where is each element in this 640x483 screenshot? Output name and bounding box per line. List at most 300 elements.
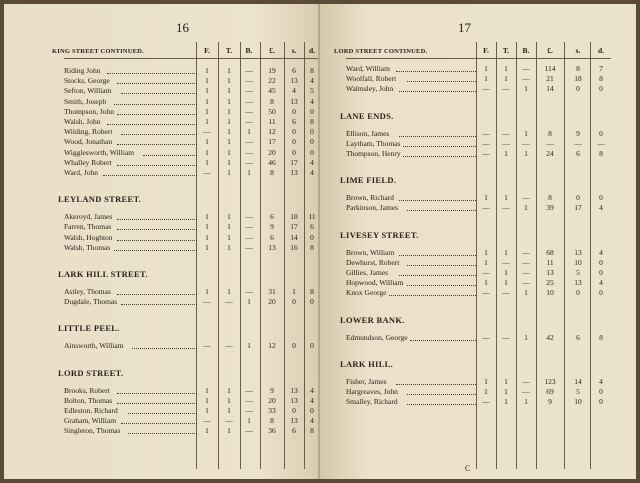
householder-name: Hargreaves, John <box>346 387 398 396</box>
cell-d: 0 <box>310 106 314 116</box>
householder-name: Ward, John <box>64 168 98 177</box>
cell-l: 24 <box>546 149 554 158</box>
householder-name: Akeroyd, James <box>64 212 113 222</box>
cell-l: 13 <box>546 268 554 277</box>
cell-f: 1 <box>205 385 209 395</box>
cell-d: 0 <box>599 268 603 277</box>
cell-f: 1 <box>205 66 209 75</box>
ledger-row <box>4 148 320 158</box>
cell-d: 4 <box>599 247 603 257</box>
ledger-row <box>4 426 320 436</box>
householder-name: Brooks, Robert <box>64 385 110 395</box>
leader-dots <box>403 149 476 157</box>
householder-name: Hopwood, William <box>346 278 404 288</box>
cell-f: 1 <box>205 106 209 116</box>
cell-l: 14 <box>546 84 554 94</box>
cell-b: 1 <box>247 416 251 426</box>
cell-f: — <box>482 268 490 277</box>
ledger-row <box>4 97 320 107</box>
cell-l: 42 <box>546 332 554 342</box>
ledger-row <box>320 193 636 203</box>
cell-d: 0 <box>599 193 603 203</box>
cell-f: — <box>203 168 211 177</box>
section-heading: LIME FIELD. <box>340 175 397 186</box>
householder-name: Knox George <box>346 288 387 298</box>
householder-name: Ellison, James <box>346 128 390 138</box>
column-header-s: s. <box>291 46 297 55</box>
cell-l: 12 <box>268 127 276 137</box>
cell-b: — <box>522 138 530 148</box>
leader-dots <box>117 107 197 115</box>
cell-s: 0 <box>292 147 296 157</box>
cell-d: 8 <box>599 332 603 342</box>
cell-l: 8 <box>270 96 274 106</box>
cell-s: 6 <box>576 149 580 158</box>
cell-l: 8 <box>270 168 274 177</box>
cell-l: 123 <box>544 376 556 386</box>
cell-s: 13 <box>290 96 298 106</box>
ledger-row <box>320 149 636 159</box>
cell-s: 18 <box>574 74 582 84</box>
cell-t: 1 <box>504 193 508 203</box>
cell-l: — <box>546 138 554 148</box>
cell-b: 1 <box>524 84 528 94</box>
cell-d: 0 <box>599 387 603 396</box>
householder-name: Smith, Joseph <box>64 96 107 106</box>
cell-l: 36 <box>268 426 276 436</box>
householder-name: Fisher, James <box>346 376 387 386</box>
cell-s: 0 <box>292 137 296 147</box>
leader-dots <box>407 387 476 395</box>
ledger-row <box>4 158 320 168</box>
cell-s: 0 <box>576 193 580 203</box>
householder-name: Wood, Jonathan <box>64 137 113 147</box>
cell-t: 1 <box>227 66 231 75</box>
householder-name: Laytham, Thomas <box>346 138 401 148</box>
leader-dots <box>107 117 197 125</box>
cell-b: — <box>522 268 530 277</box>
cell-f: 1 <box>205 232 209 242</box>
cell-b: 1 <box>247 127 251 137</box>
cell-t: 1 <box>227 222 231 232</box>
signature-mark: C <box>465 464 471 473</box>
cell-b: — <box>245 426 253 436</box>
ledger-row <box>4 212 320 222</box>
ledger-row <box>4 76 320 86</box>
cell-b: — <box>245 242 253 252</box>
cell-d: 4 <box>310 96 314 106</box>
cell-l: 11 <box>268 117 276 126</box>
cell-d: 4 <box>599 376 603 386</box>
cell-t: — <box>225 297 233 307</box>
cell-s: 17 <box>290 222 298 232</box>
leader-dots <box>117 233 197 241</box>
cell-b: 1 <box>247 168 251 177</box>
cell-d: 0 <box>310 406 314 415</box>
cell-b: — <box>245 222 253 232</box>
cell-b: — <box>245 66 253 75</box>
leader-dots <box>107 66 197 74</box>
cell-s: 0 <box>576 84 580 94</box>
cell-t: 1 <box>227 242 231 252</box>
cell-t: 1 <box>504 149 508 158</box>
leader-dots <box>114 243 197 251</box>
cell-b: — <box>245 96 253 106</box>
cell-l: 39 <box>546 203 554 213</box>
cell-s: 17 <box>574 203 582 213</box>
column-header-b: B. <box>245 46 253 55</box>
leader-dots <box>114 97 197 105</box>
cell-b: — <box>245 212 253 222</box>
ledger-row <box>4 341 320 351</box>
householder-name: Graham, William <box>64 416 117 426</box>
column-header-f: F. <box>204 46 210 55</box>
cell-t: 1 <box>227 395 231 405</box>
cell-d: 0 <box>599 84 603 94</box>
leader-dots <box>121 86 197 94</box>
cell-d: 8 <box>310 426 314 436</box>
cell-s: 14 <box>290 232 298 242</box>
cell-l: 69 <box>546 387 554 396</box>
cell-f: 1 <box>205 157 209 167</box>
ledger-row <box>320 387 636 397</box>
cell-f: 1 <box>205 117 209 126</box>
leader-dots <box>143 148 197 156</box>
cell-d: 0 <box>310 232 314 242</box>
ledger-row <box>4 396 320 406</box>
cell-d: 0 <box>599 257 603 267</box>
leader-dots <box>128 406 197 414</box>
cell-f: 1 <box>205 76 209 86</box>
column-header-t: T. <box>225 46 233 55</box>
cell-b: — <box>522 64 530 73</box>
leader-dots <box>117 76 197 84</box>
column-header-l: £. <box>547 46 553 55</box>
cell-t: — <box>502 203 510 213</box>
leader-dots <box>407 278 476 286</box>
cell-s: 6 <box>292 426 296 436</box>
householder-name: Riding John <box>64 66 101 75</box>
leader-dots <box>117 386 197 394</box>
cell-f: 1 <box>205 137 209 147</box>
ledger-row <box>4 127 320 137</box>
cell-f: — <box>482 128 490 138</box>
cell-l: 8 <box>548 193 552 203</box>
cell-s: 1 <box>292 287 296 296</box>
section-heading: LARK HILL. <box>340 358 394 369</box>
cell-s: 10 <box>574 257 582 267</box>
cell-l: 33 <box>268 406 276 415</box>
householder-name: Edleston, Richard <box>64 406 118 415</box>
cell-b: — <box>245 147 253 157</box>
cell-f: — <box>482 332 490 342</box>
cell-f: 1 <box>205 96 209 106</box>
column-header-f: F. <box>483 46 489 55</box>
cell-b: — <box>522 376 530 386</box>
cell-d: 8 <box>599 149 603 158</box>
cell-t: 1 <box>504 64 508 73</box>
cell-f: 1 <box>484 74 488 84</box>
householder-name: Brown, William <box>346 247 395 257</box>
cell-l: 10 <box>546 288 554 298</box>
leader-dots <box>407 74 476 82</box>
cell-t: 1 <box>227 212 231 222</box>
leader-dots <box>121 416 197 424</box>
leader-dots <box>399 129 476 137</box>
cell-t: — <box>225 341 233 351</box>
householder-name: Walsh, Hoghton <box>64 232 113 242</box>
householder-name: Farren, Thomas <box>64 222 112 232</box>
cell-d: 8 <box>310 242 314 252</box>
ledger-row <box>320 377 636 387</box>
cell-s: 14 <box>574 376 582 386</box>
cell-s: 4 <box>292 86 296 96</box>
page-number: 16 <box>176 20 189 35</box>
cell-t: 1 <box>227 86 231 96</box>
leader-dots <box>103 168 197 176</box>
ledger-row <box>4 233 320 243</box>
householder-name: Walsh, John <box>64 117 101 126</box>
ledger-row <box>320 203 636 213</box>
leader-dots <box>407 397 476 405</box>
cell-t: 1 <box>227 287 231 296</box>
cell-b: 1 <box>524 203 528 213</box>
cell-b: — <box>522 387 530 396</box>
householder-name: Singleton, Thomas <box>64 426 121 436</box>
book-spread <box>4 4 636 479</box>
ledger-row <box>4 406 320 416</box>
cell-b: — <box>522 278 530 288</box>
householder-name: Ainsworth, William <box>64 341 124 351</box>
householder-name: Stocks, George <box>64 76 110 86</box>
cell-s: 0 <box>292 106 296 116</box>
leader-dots <box>399 248 476 256</box>
ledger-row <box>4 386 320 396</box>
cell-d: 8 <box>310 117 314 126</box>
cell-s: 6 <box>292 117 296 126</box>
ledger-row <box>320 258 636 268</box>
cell-f: 1 <box>484 193 488 203</box>
cell-l: 17 <box>268 137 276 147</box>
cell-f: 1 <box>484 376 488 386</box>
cell-d: 0 <box>310 137 314 147</box>
cell-f: 1 <box>205 395 209 405</box>
page-number: 17 <box>458 20 471 35</box>
cell-d: 4 <box>310 385 314 395</box>
cell-f: 1 <box>205 222 209 232</box>
cell-t: 1 <box>227 117 231 126</box>
column-header-b: B. <box>522 46 530 55</box>
cell-s: 0 <box>292 127 296 137</box>
cell-b: — <box>245 406 253 415</box>
cell-d: 4 <box>599 203 603 213</box>
cell-d: — <box>597 138 605 148</box>
ledger-row <box>4 168 320 178</box>
ledger-row <box>4 137 320 147</box>
ledger-row <box>4 287 320 297</box>
cell-l: 6 <box>270 232 274 242</box>
cell-f: — <box>482 149 490 158</box>
cell-f: — <box>203 416 211 426</box>
cell-l: 9 <box>270 385 274 395</box>
leader-dots <box>399 268 476 276</box>
householder-name: Wigglesworth, William <box>64 147 135 157</box>
cell-f: — <box>203 297 211 307</box>
cell-f: 1 <box>484 247 488 257</box>
cell-f: — <box>482 288 490 298</box>
householder-name: Woolfall, Robert <box>346 74 397 84</box>
cell-s: 13 <box>290 416 298 426</box>
cell-s: 13 <box>290 395 298 405</box>
cell-f: 1 <box>205 242 209 252</box>
cell-t: 1 <box>504 268 508 277</box>
cell-f: 1 <box>205 287 209 296</box>
cell-f: 1 <box>205 212 209 222</box>
ledger-row <box>4 66 320 76</box>
cell-f: 1 <box>484 278 488 288</box>
cell-b: — <box>245 106 253 116</box>
cell-b: 1 <box>524 128 528 138</box>
cell-s: 0 <box>292 341 296 351</box>
cell-b: 1 <box>247 297 251 307</box>
section-heading: LITTLE PEEL. <box>58 323 120 334</box>
column-header-l: £. <box>269 46 275 55</box>
cell-t: — <box>502 257 510 267</box>
householder-name: Thompson, John <box>64 106 115 116</box>
cell-s: 16 <box>290 242 298 252</box>
ledger-row <box>320 268 636 278</box>
cell-l: 31 <box>268 287 276 296</box>
cell-l: 20 <box>268 297 276 307</box>
cell-b: — <box>245 385 253 395</box>
cell-s: 13 <box>290 76 298 86</box>
cell-b: 1 <box>524 397 528 407</box>
cell-s: 18 <box>290 212 298 222</box>
cell-l: 22 <box>268 76 276 86</box>
householder-name: Smalley, Richard <box>346 397 398 407</box>
cell-d: 5 <box>310 86 314 96</box>
cell-l: 68 <box>546 247 554 257</box>
cell-f: — <box>482 203 490 213</box>
cell-s: 13 <box>290 385 298 395</box>
cell-d: 0 <box>310 297 314 307</box>
cell-d: 0 <box>310 127 314 137</box>
cell-l: 19 <box>268 66 276 75</box>
cell-f: 1 <box>484 64 488 73</box>
cell-t: 1 <box>227 157 231 167</box>
leader-dots <box>121 297 197 305</box>
cell-l: 50 <box>268 106 276 116</box>
cell-t: 1 <box>227 168 231 177</box>
cell-b: — <box>245 137 253 147</box>
cell-f: 1 <box>205 86 209 96</box>
cell-f: 1 <box>484 257 488 267</box>
section-heading: LEYLAND STREET. <box>58 194 142 205</box>
column-header-s: s. <box>575 46 581 55</box>
cell-f: — <box>482 397 490 407</box>
running-header: LORD STREET CONTINUED. <box>334 48 428 55</box>
cell-t: — <box>502 332 510 342</box>
cell-t: — <box>502 288 510 298</box>
cell-b: — <box>245 117 253 126</box>
leader-dots <box>128 426 197 434</box>
ledger-row <box>4 107 320 117</box>
cell-t: 1 <box>504 397 508 407</box>
cell-b: 1 <box>524 288 528 298</box>
cell-t: — <box>502 84 510 94</box>
leader-dots <box>407 203 476 211</box>
cell-s: 0 <box>292 297 296 307</box>
householder-name: Sefton, William <box>64 86 112 96</box>
cell-b: — <box>245 76 253 86</box>
cell-l: 20 <box>268 147 276 157</box>
leader-dots <box>117 158 197 166</box>
cell-t: 1 <box>227 76 231 86</box>
cell-s: 10 <box>574 397 582 407</box>
householder-name: Wilding, Robert <box>64 127 113 137</box>
cell-l: 21 <box>546 74 554 84</box>
section-heading: LIVESEY STREET. <box>340 229 419 240</box>
cell-t: — <box>502 128 510 138</box>
cell-b: — <box>522 247 530 257</box>
cell-t: 1 <box>227 232 231 242</box>
column-header-t: T. <box>502 46 510 55</box>
cell-s: 13 <box>574 278 582 288</box>
ledger-row <box>320 64 636 74</box>
cell-s: 9 <box>576 128 580 138</box>
ledger-row <box>320 139 636 149</box>
cell-t: 1 <box>504 74 508 84</box>
cell-d: 4 <box>310 157 314 167</box>
householder-name: Walmsley, John <box>346 84 394 94</box>
cell-l: 20 <box>268 395 276 405</box>
ledger-row <box>4 297 320 307</box>
column-header-d: d. <box>597 46 605 55</box>
ledger-row <box>320 74 636 84</box>
cell-b: — <box>522 257 530 267</box>
leader-dots <box>399 84 476 92</box>
cell-t: 1 <box>227 127 231 137</box>
ledger-row <box>320 278 636 288</box>
cell-d: 0 <box>599 288 603 298</box>
cell-d: 8 <box>310 66 314 75</box>
cell-f: 1 <box>205 426 209 436</box>
cell-s: — <box>574 138 582 148</box>
cell-l: 6 <box>270 212 274 222</box>
cell-d: 4 <box>310 76 314 86</box>
cell-d: 0 <box>310 147 314 157</box>
leader-dots <box>399 193 476 201</box>
householder-name: Gillies, James <box>346 268 389 277</box>
cell-l: 12 <box>268 341 276 351</box>
ledger-row <box>320 333 636 343</box>
leader-dots <box>117 137 197 145</box>
ledger-row <box>320 248 636 258</box>
ledger-row <box>4 243 320 253</box>
cell-s: 8 <box>576 64 580 73</box>
cell-l: 25 <box>546 278 554 288</box>
cell-s: 0 <box>292 406 296 415</box>
cell-b: — <box>245 232 253 242</box>
cell-b: — <box>245 86 253 96</box>
cell-l: 114 <box>544 64 556 73</box>
cell-l: 46 <box>268 157 276 167</box>
cell-t: 1 <box>504 376 508 386</box>
cell-t: — <box>225 416 233 426</box>
section-heading: LANE ENDS. <box>340 110 394 121</box>
ledger-row <box>320 288 636 298</box>
householder-name: Thompson, Henry <box>346 149 401 158</box>
